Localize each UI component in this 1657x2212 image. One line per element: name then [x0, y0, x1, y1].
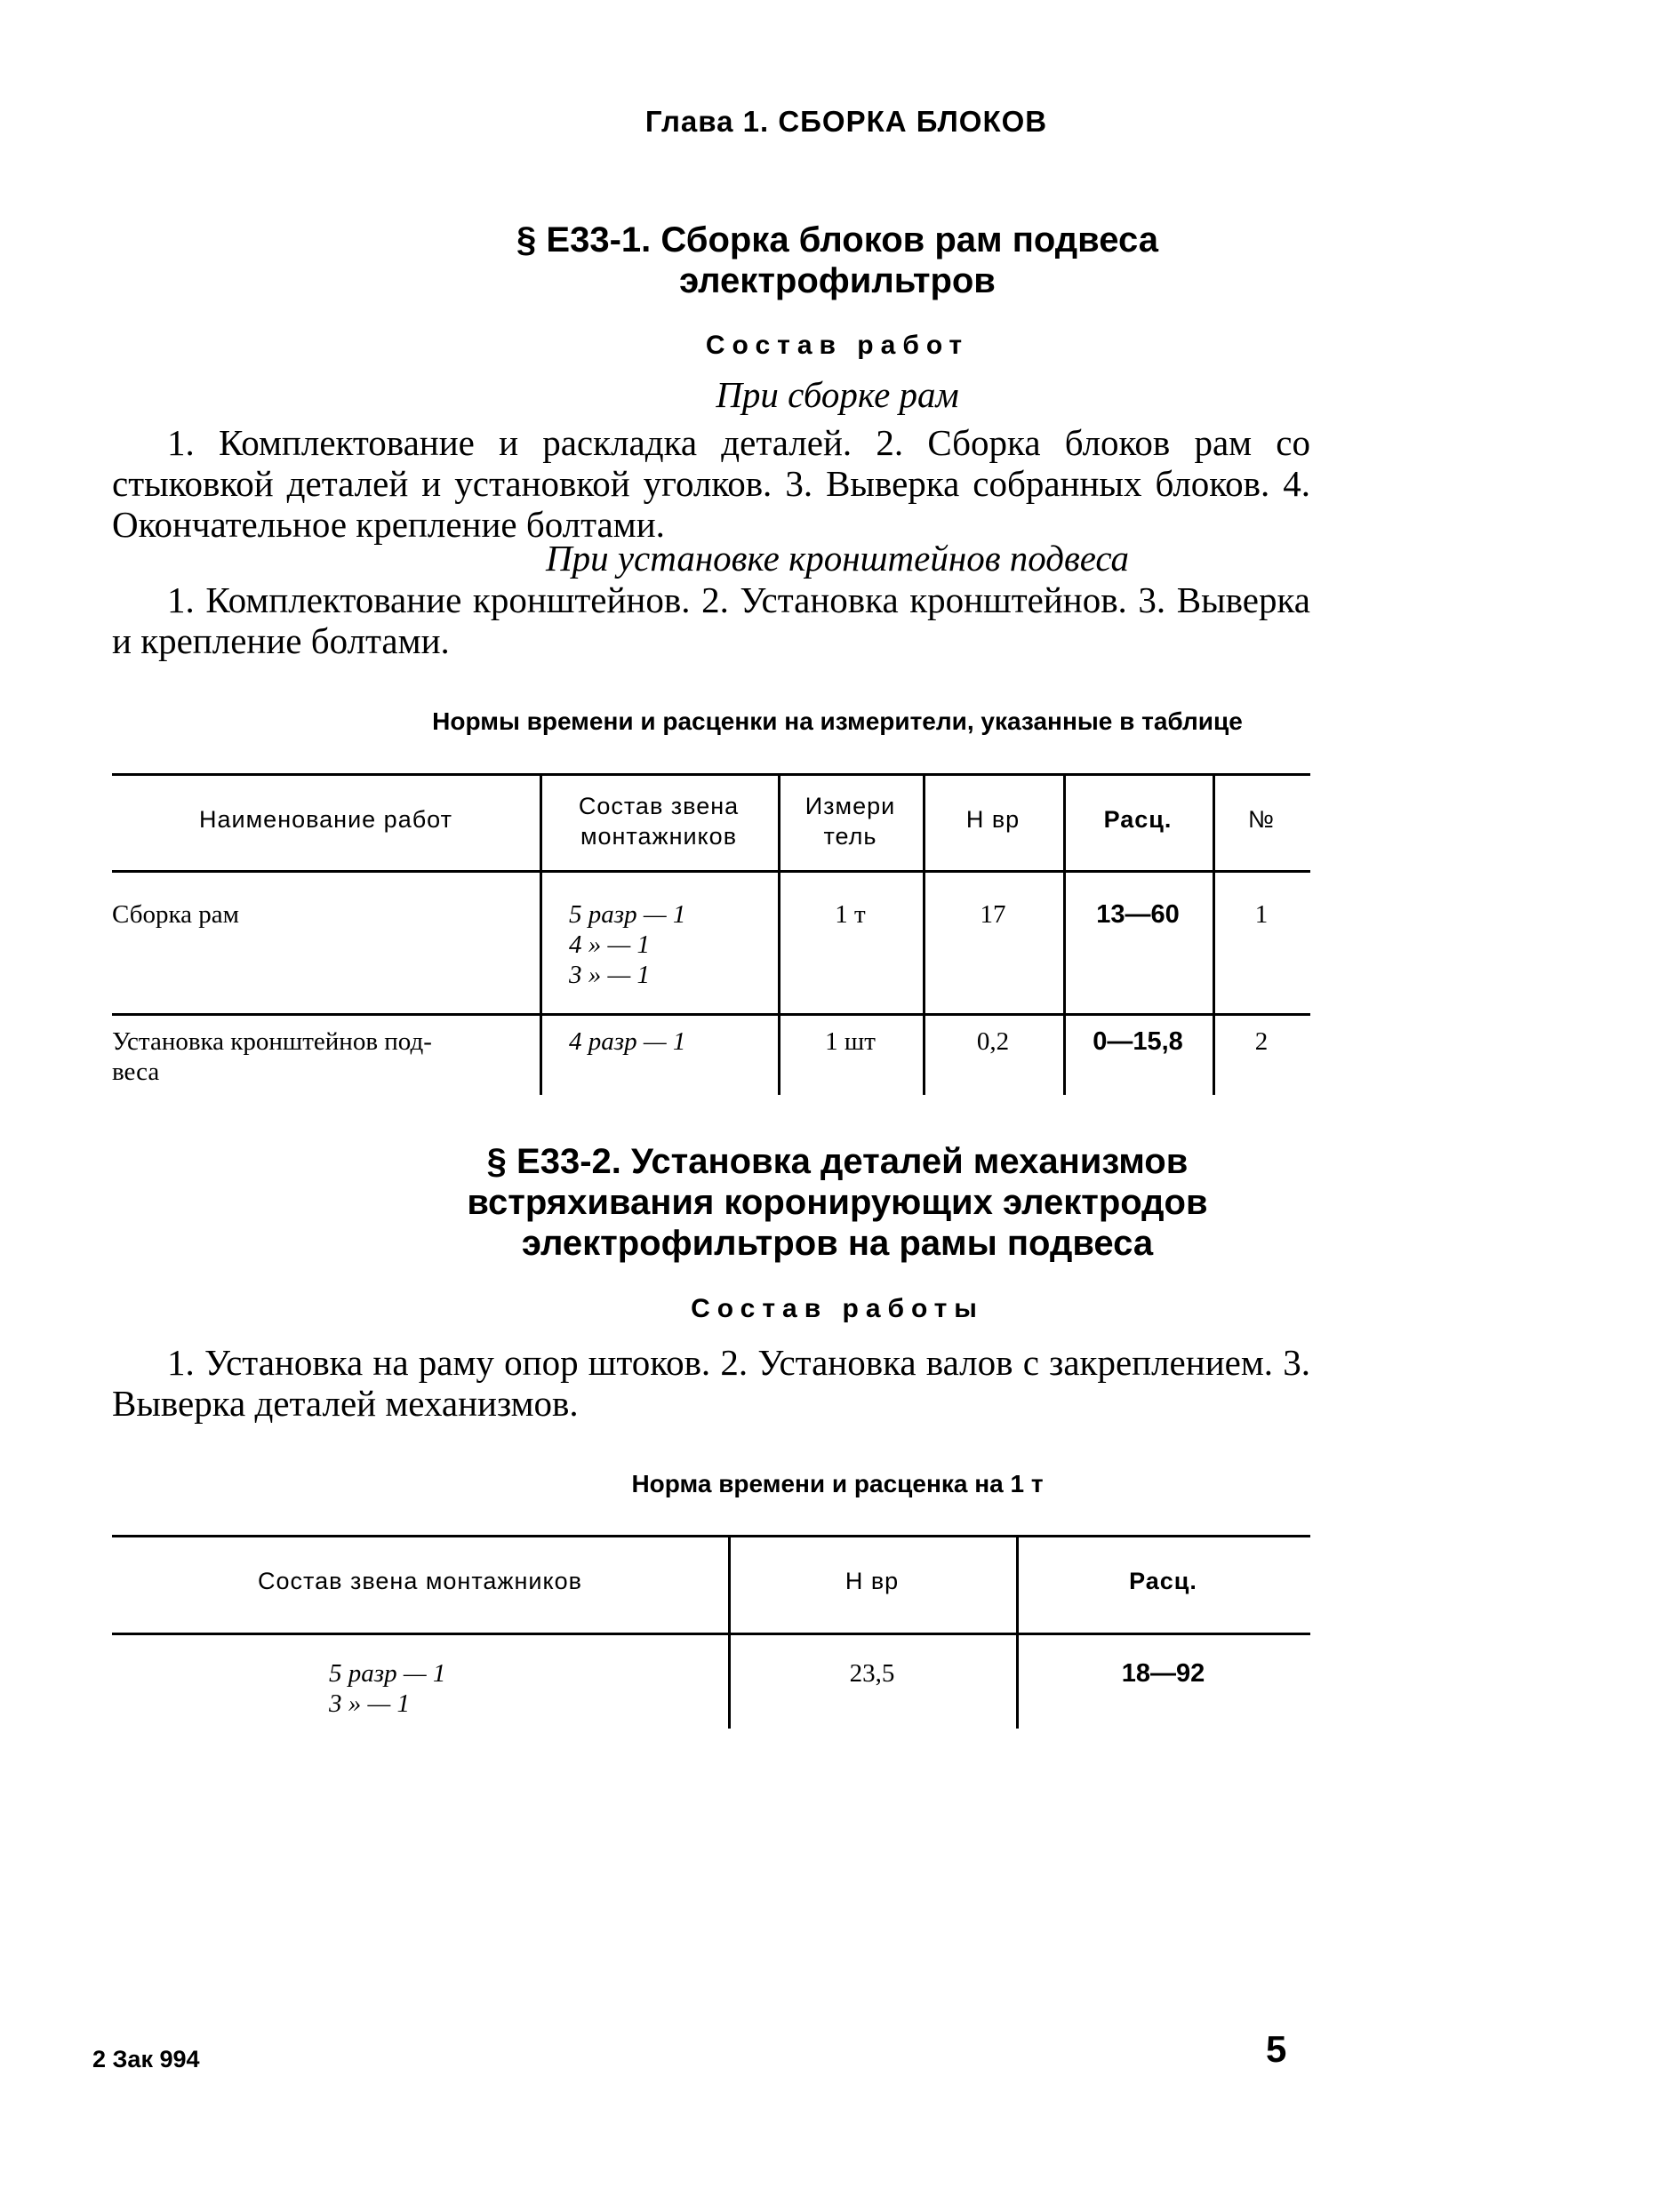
section2-title-line1: § Е33-2. Установка деталей механизмов [486, 1142, 1189, 1181]
header-unit-line1: Измери [804, 793, 896, 819]
row-rate: 18—92 [1121, 1659, 1205, 1688]
chapter-heading: Глава 1. СБОРКА БЛОКОВ [644, 105, 1048, 138]
section1-paragraph2-text: 1. Комплектование кронштейнов. 2. Установка кронштейнов. 3. Выверка и крепление болтами. [112, 579, 1310, 661]
table-divider [728, 1535, 731, 1729]
header-unit-line2: тель [823, 823, 877, 850]
header-time-norm: Н вр [965, 806, 1021, 833]
crew-line: 4 » — 1 [569, 930, 651, 959]
row2-time-norm: 0,2 [976, 1027, 1010, 1056]
crew-line: 3 » — 1 [329, 1689, 411, 1718]
row1-rate: 13—60 [1096, 900, 1180, 929]
print-order-note: 2 Зак 994 [92, 2046, 200, 2072]
section1-composition-heading: Состав работ [705, 331, 970, 360]
section2-title-line3: электрофильтров на рамы подвеса [521, 1224, 1154, 1263]
row2-crew [569, 1026, 773, 1057]
row1-time-norm: 17 [980, 900, 1006, 929]
row1-work-name: Сборка рам [112, 900, 239, 929]
work-name-line: Установка кронштейнов под- [112, 1027, 432, 1056]
header-rate: Расц. [1129, 1568, 1197, 1594]
crew-line: 5 разр — 1 [329, 1659, 446, 1688]
table-rule [112, 773, 1310, 776]
row-crew [329, 1658, 596, 1719]
header-crew: Состав звена монтажников [258, 1568, 582, 1594]
row1-crew [569, 899, 773, 990]
section1-title-line1: § Е33-1. Сборка блоков рам подвеса [516, 220, 1158, 260]
row2-number: 2 [1254, 1027, 1269, 1056]
header-crew-line1: Состав звена [578, 793, 740, 819]
header-rate: Расц. [1103, 806, 1173, 833]
header-time-norm: Н вр [845, 1568, 900, 1594]
crew-line: 5 разр — 1 [569, 900, 686, 929]
row2-rate: 0—15,8 [1093, 1027, 1183, 1056]
row2-unit: 1 шт [825, 1027, 876, 1056]
row1-unit: 1 т [835, 900, 866, 929]
section2-paragraph [112, 1342, 1310, 1424]
page-number: 5 [1266, 2028, 1287, 2070]
table-rule [112, 1535, 1310, 1537]
section1-subheading-frames: При сборке рам [716, 374, 959, 415]
row-time-norm: 23,5 [849, 1659, 895, 1688]
row2-work-name [112, 1026, 530, 1087]
crew-line: 3 » — 1 [569, 961, 651, 989]
section2-table-caption: Норма времени и расценка на 1 т [631, 1470, 1044, 1497]
table-rule [112, 870, 1310, 873]
section2-title-line2: встряхивания коронирующих электродов [467, 1183, 1208, 1222]
section1-subheading-brackets: При установке кронштейнов подвеса [545, 538, 1130, 579]
crew-line: 4 разр — 1 [569, 1027, 686, 1056]
table-rule [112, 1633, 1310, 1635]
section2-composition-heading: Состав работы [691, 1294, 984, 1323]
row1-number: 1 [1254, 900, 1269, 929]
section1-paragraph1 [112, 422, 1310, 545]
header-work-name: Наименование работ [199, 806, 452, 833]
work-name-line: веса [112, 1058, 160, 1086]
section1-title-line2: электрофильтров [679, 261, 996, 300]
table-divider [1016, 1535, 1019, 1729]
header-number: № [1248, 806, 1275, 833]
section1-paragraph1-text: 1. Комплектование и раскладка деталей. 2. Сборка блоков рам со стыковкой деталей и установкой уголков. 3. Выверка собранных блоков. 4. Окончательное крепление болтами. [112, 422, 1310, 545]
section1-table-caption: Нормы времени и расценки на измерители, указанные в таблице [432, 707, 1243, 735]
header-crew-line2: монтажников [580, 823, 738, 850]
section2-paragraph-text: 1. Установка на раму опор штоков. 2. Установка валов с закреплением. 3. Выверка деталей механизмов. [112, 1342, 1310, 1424]
section1-paragraph2 [112, 579, 1310, 661]
table-rule [112, 1013, 1310, 1016]
